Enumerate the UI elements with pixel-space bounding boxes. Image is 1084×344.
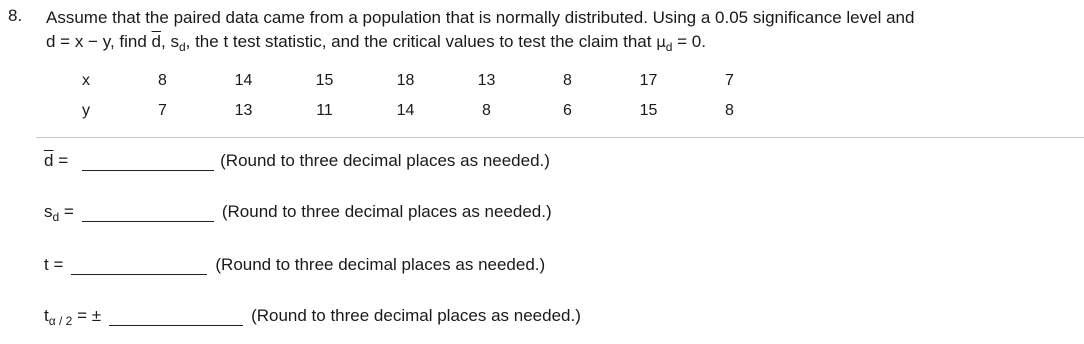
sd-hint: (Round to three decimal places as needed.)	[221, 202, 552, 221]
t-answer-input[interactable]	[71, 254, 207, 275]
x-cell: 17	[639, 72, 658, 89]
t-label: t =	[44, 255, 64, 274]
y-cell: 6	[563, 102, 572, 119]
talpha-answer-row	[44, 305, 581, 326]
question-line-2	[46, 30, 1076, 55]
question-line-2-part-b: , the t test statistic, and the critical values to test the claim that	[185, 32, 657, 51]
sd-subscript: d	[178, 40, 186, 54]
y-cell: 7	[158, 102, 167, 119]
question-number: 8.	[8, 6, 23, 25]
sd-label	[44, 202, 74, 222]
dbar-hint: (Round to three decimal places as needed.)	[220, 151, 550, 170]
sd-symbol: , s	[161, 32, 179, 51]
x-cell: 15	[315, 72, 334, 89]
question-line-2-part-c: = 0.	[672, 32, 706, 51]
table-row-y	[50, 96, 770, 126]
dbar-label-eq: =	[53, 151, 69, 170]
dbar-label	[44, 151, 68, 171]
talpha-label-symbol: t	[44, 306, 49, 325]
t-hint: (Round to three decimal places as needed.)	[215, 255, 546, 274]
t-answer-row	[44, 254, 545, 275]
y-cell: 8	[482, 102, 491, 119]
y-cell: 8	[725, 102, 734, 119]
section-divider	[36, 137, 1084, 138]
mu-subscript: d	[665, 40, 673, 54]
x-cell: 14	[234, 72, 253, 89]
sd-answer-row	[44, 201, 552, 222]
y-cell: 11	[316, 102, 333, 119]
dbar-answer-input[interactable]	[82, 150, 214, 171]
question-text	[46, 6, 1076, 55]
talpha-label-eq: = ±	[72, 306, 102, 325]
x-cell: 8	[563, 72, 572, 89]
x-cell: 7	[725, 72, 734, 89]
row-label-x: x	[82, 72, 90, 89]
y-cell: 15	[639, 102, 658, 119]
mu-symbol: μ	[656, 33, 666, 51]
table-row-x	[50, 66, 770, 96]
sd-label-symbol: s	[44, 202, 53, 221]
dbar-label-symbol: $\overline{d}$	[44, 151, 54, 170]
question-line-1: Assume that the paired data came from a population that is normally distributed. Using a 0.05 significance level and	[46, 8, 915, 27]
y-cell: 14	[396, 102, 415, 119]
talpha-answer-input[interactable]	[109, 305, 243, 326]
dbar-answer-row	[44, 150, 550, 171]
talpha-label-sub: α / 2	[48, 314, 73, 328]
x-cell: 13	[477, 72, 496, 89]
paired-data-table	[50, 66, 770, 126]
x-cell: 18	[396, 72, 415, 89]
talpha-hint: (Round to three decimal places as needed.)	[251, 306, 581, 325]
y-cell: 13	[234, 102, 253, 119]
sd-label-eq: =	[59, 202, 74, 221]
sd-answer-input[interactable]	[82, 201, 214, 222]
question-line-2-part-a: d = x − y, find	[46, 32, 152, 51]
sd-label-sub: d	[52, 210, 60, 224]
dbar-symbol: $\overline{d}$	[151, 32, 161, 51]
x-cell: 8	[158, 72, 167, 89]
row-label-y: y	[82, 102, 90, 119]
talpha-label	[44, 306, 101, 326]
